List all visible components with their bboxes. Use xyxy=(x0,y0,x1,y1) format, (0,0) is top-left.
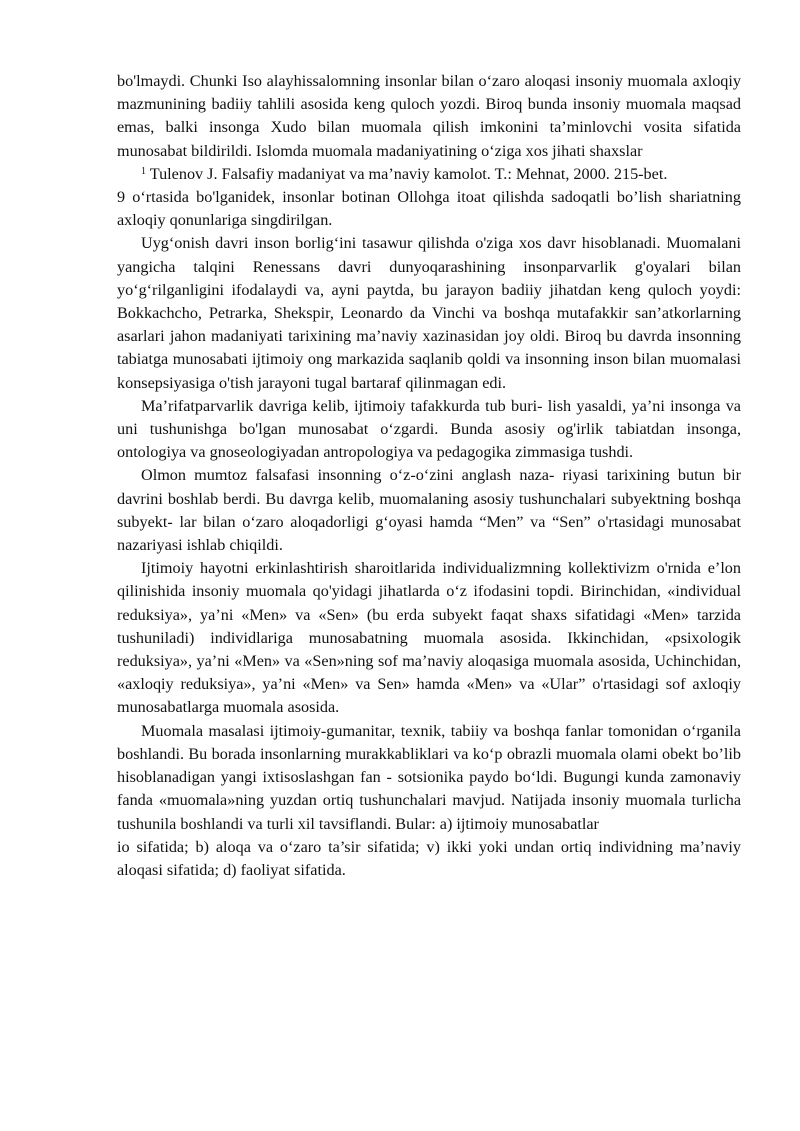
footnote-text: Tulenov J. Falsafiy madaniyat va ma’naviy kamolot. T.: Mehnat, 2000. 215-bet. xyxy=(146,164,668,183)
paragraph-enlightenment: Ma’rifatparvarlik davriga kelib, ijtimoiy tafakkurda tub buri- lish yasaldi, ya’ni insonga va uni tushunishga bo'lgan munosabat o‘zgardi. Bunda asosiy og'irlik tabiatdan insonga, ontologiya va gnoseologiyadan antropologiya va pedagogika zimmasiga tushdi. xyxy=(117,396,741,462)
paragraph-communication-definitions: io sifatida; b) aloqa va o‘zaro ta’sir sifatida; v) ikki yoki undan ortiq individning ma’naviy aloqasi sifatida; d) faoliyat sifatida. xyxy=(117,837,741,879)
footnote xyxy=(117,163,741,186)
paragraph-german-philosophy: Olmon mumtoz falsafasi insonning o‘z-o‘zini anglash naza- riyasi tarixining butun bir davrini boshlab berdi. Bu davrga kelib, muomalaning asosiy tushunchalari subyektning boshqa subyekt- lar bilan o‘zaro aloqadorligi g‘oyasi hamda “Men” va “Sen” o'rtasidagi munosabat nazariyasi ishlab chiqildi. xyxy=(117,466,741,555)
paragraph-individualism: Ijtimoiy hayotni erkinlashtirish sharoitlarida individualizmning kollektivizm o'rnida e’lon qilinishida insoniy muomala qo'yidagi jihatlarda o‘z ifodasini topdi. Birinchidan, «individual reduksiya», ya’ni «Men» va «Sen» (bu erda subyekt faqat shaxs sifatidagi «Men» tarzida tushuniladi) individlariga munosabatning muomala asosida. Ikkinchidan, «psixologik reduksiya», ya’ni «Men» va «Sen»ning sof ma’naviy aloqasiga muomala asosida, Uchinchidan, «axloqiy reduksiya», ya’ni «Men» va Sen» hamda «Men» va «Ular” o'rtasidagi sof axloqiy munosabatlarga muomala asosida. xyxy=(117,559,741,717)
paragraph-continuation: bo'lmaydi. Chunki Iso alayhissalomning insonlar bilan o‘zaro aloqasi insoniy muomala axloqiy mazmunining badiiy tahlili asosida keng quloch yozdi. Biroq bunda insoniy muomala maqsad emas, balki insonga Xudo bilan muomala qilish imkonini ta’minlovchi vosita sifatida munosabat bildirildi. Islomda muomala madaniyatining o‘ziga xos jihati shaxslar xyxy=(117,72,741,160)
paragraph-shariat: 9 o‘rtasida bo'lganidek, insonlar botinan Ollohga itoat qilishda sadoqatli bo’lish shariatning axloqiy qonunlariga singdirilgan. xyxy=(117,188,741,230)
footnote-marker: 1 xyxy=(141,165,146,177)
document-page xyxy=(117,70,741,882)
paragraph-communication-sciences: Muomala masalasi ijtimoiy-gumanitar, texnik, tabiiy va boshqa fanlar tomonidan o‘rganila boshlandi. Bu borada insonlarning murakkabliklari va ko‘p obrazli muomala olami obekt bo’lib hisoblanadigan yangi ixtisoslashgan fan - sotsionika paydo bo‘ldi. Bugungi kunda zamonaviy fanda «muomala»ning yuzdan ortiq tushunchalari mavjud. Natijada insoniy muomala turlicha tushunila boshlandi va turli xil tavsiflandi. Bular: a) ijtimoiy munosabatlar xyxy=(117,721,741,833)
paragraph-renaissance: Uyg‘onish davri inson borlig‘ini tasawur qilishda o'ziga xos davr hisoblanadi. Muomalani yangicha talqini Renessans davri dunyoqarashining insonparvarlik g'oyalari bilan yo‘g‘rilganligini ifodalaydi va, ayni paytda, bu jarayon badiiy jihatdan keng quloch yoydi: Bokkachcho, Petrarka, Shekspir, Leonardo da Vinchi va boshqa mutafakkir san’atkorlarning asarlari jahon madaniyati tarixining ma’naviy xazinasidan joy oldi. Biroq bu davrda insonning tabiatga munosabati ijtimoiy ong markazida saqlanib qoldi va insonning inson bilan muomalasi konsepsiyasiga o'tish jarayoni tugal bartaraf qilinmagan edi. xyxy=(117,234,741,392)
